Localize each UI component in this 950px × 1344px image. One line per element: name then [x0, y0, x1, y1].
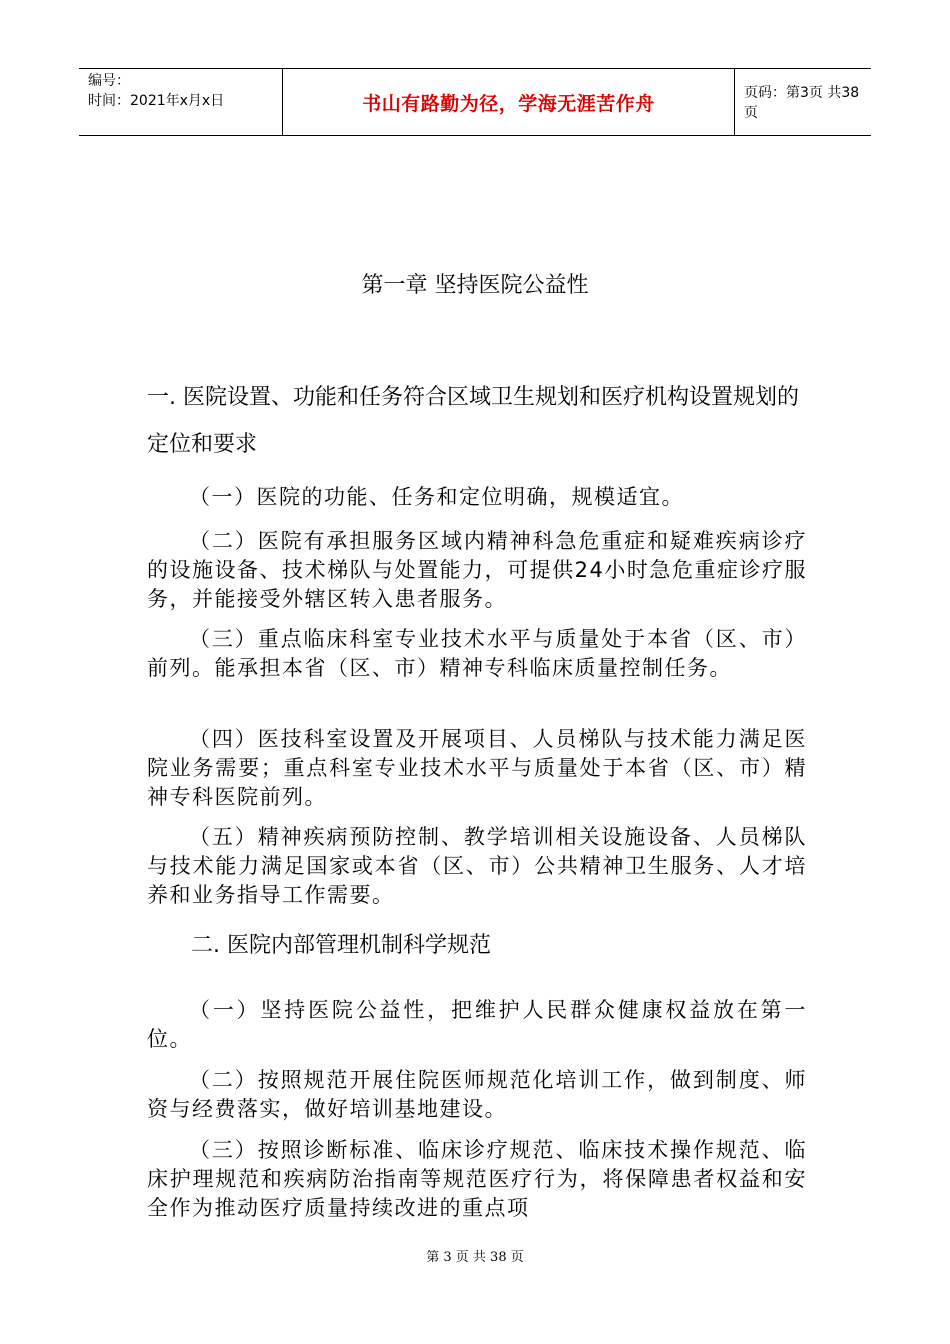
paragraph-2-3: （三）按照诊断标准、临床诊疗规范、临床技术操作规范、临床护理规范和疾病防治指南等规范医疗行为，将保障患者权益和安全作为推动医疗质量持续改进的重点项 — [147, 1138, 807, 1220]
document-header — [79, 68, 871, 136]
page-footer: 第 3 页 共 38 页 — [426, 1250, 524, 1265]
paragraph-1-5: （五）精神疾病预防控制、教学培训相关设施设备、人员梯队与技术能力满足国家或本省（区、市）公共精神卫生服务、人才培养和业务指导工作需要。 — [147, 825, 807, 907]
section-heading-1: 一. 医院设置、功能和任务符合区域卫生规划和医疗机构设置规划的定位和要求 — [147, 385, 799, 457]
paragraph-1-2: （二）医院有承担服务区域内精神科急危重症和疑难疾病诊疗的设施设备、技术梯队与处置能力，可提供24小时急危重症诊疗服务，并能接受外辖区转入患者服务。 — [147, 529, 807, 611]
number-label: 编号： — [88, 73, 130, 89]
time-label: 时间：2021年x月x日 — [88, 93, 225, 109]
header-page-info: 页码：第3页 共38页 — [744, 85, 860, 121]
header-motto: 书山有路勤为径，学海无涯苦作舟 — [282, 69, 735, 135]
paragraph-2-2: （二）按照规范开展住院医师规范化培训工作，做到制度、师资与经费落实，做好培训基地建设。 — [147, 1068, 807, 1121]
paragraph-1-1: （一）医院的功能、任务和定位明确，规模适宜。 — [189, 485, 684, 509]
header-meta — [79, 69, 282, 135]
paragraph-1-4: （四）医技科室设置及开展项目、人员梯队与技术能力满足医院业务需要；重点科室专业技术水平与质量处于本省（区、市）精神专科医院前列。 — [147, 727, 807, 809]
section-heading-2: 二. 医院内部管理机制科学规范 — [191, 933, 491, 958]
paragraph-2-1: （一）坚持医院公益性，把维护人民群众健康权益放在第一位。 — [147, 998, 807, 1051]
paragraph-1-3: （三）重点临床科室专业技术水平与质量处于本省（区、市）前列。能承担本省（区、市）精神专科临床质量控制任务。 — [147, 627, 807, 680]
chapter-title: 第一章 坚持医院公益性 — [361, 273, 589, 298]
